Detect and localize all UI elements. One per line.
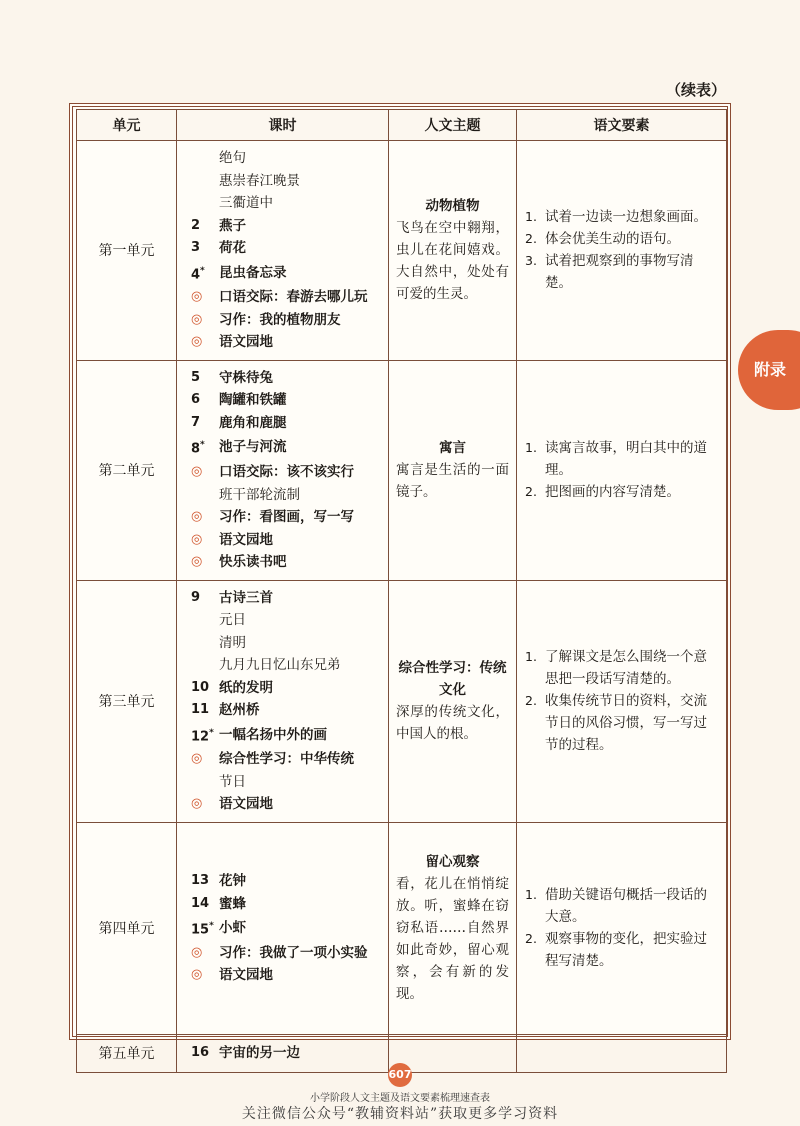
lesson-item: [187, 677, 382, 700]
lesson-title: 陶罐和铁罐: [219, 392, 287, 409]
theme-text: 飞鸟在空中翱翔，虫儿在花间嬉戏。大自然中，处处有可爱的生灵。: [396, 220, 509, 303]
lesson-title: 花钟: [219, 873, 246, 890]
lesson-list: [177, 822, 389, 1034]
lesson-list: [177, 580, 389, 822]
unit-name: 第一单元: [77, 141, 177, 361]
header-theme: 人文主题: [389, 110, 517, 141]
lesson-title: 池子与河流: [219, 439, 287, 456]
element-number: 2.: [525, 484, 537, 500]
element-text: 观察事物的变化，把实验过程写清楚。: [545, 931, 707, 970]
header-unit: 单元: [77, 110, 177, 141]
theme-text: 寓言是生活的一面镜子。: [396, 462, 509, 501]
theme-cell: [389, 580, 517, 822]
lesson-title: 习作：我做了一项小实验: [219, 944, 368, 961]
elements-cell: [517, 822, 727, 1034]
lesson-item: [187, 551, 382, 574]
lesson-title: 绝句: [219, 150, 246, 166]
bullet-circle-icon: ◎: [191, 554, 203, 570]
lesson-item: [187, 632, 382, 655]
elements-cell: [517, 360, 727, 580]
lesson-item: [187, 286, 382, 309]
bullet-circle-icon: ◎: [191, 531, 203, 547]
lesson-item: [187, 147, 382, 170]
lesson-title: 蜜蜂: [219, 895, 246, 912]
element-item: [525, 437, 718, 481]
header-row: [77, 110, 727, 141]
lesson-number-text: 13: [191, 873, 210, 889]
lesson-item: [187, 237, 382, 260]
element-number: 1.: [525, 440, 537, 456]
element-text: 了解课文是怎么围绕一个意思把一段话写清楚的。: [545, 649, 707, 688]
element-item: [525, 481, 718, 503]
bullet-circle-icon: ◎: [191, 967, 203, 983]
element-number: 2.: [525, 231, 537, 247]
lesson-item: [187, 893, 382, 916]
lesson-item: [187, 170, 382, 193]
lesson-number: [187, 237, 219, 260]
lesson-title: 宇宙的另一边: [219, 1045, 300, 1062]
lesson-item: [187, 309, 382, 332]
lesson-number: [187, 915, 219, 942]
curriculum-table: [76, 109, 727, 1073]
continued-label: （续表）: [665, 81, 726, 99]
lesson-item: [187, 722, 382, 749]
page-number: 607: [388, 1063, 412, 1087]
lesson-number-text: 5: [191, 369, 201, 385]
lesson-title: 小虾: [219, 920, 246, 937]
lesson-title: 语文园地: [219, 796, 273, 813]
element-item: [525, 646, 718, 690]
lesson-number-text: 6: [191, 392, 201, 408]
lesson-title: 语文园地: [219, 531, 273, 548]
lesson-title: 习作：我的植物朋友: [219, 311, 341, 328]
bullet-circle-icon: ◎: [191, 289, 203, 305]
element-text: 借助关键语句概括一段话的大意。: [545, 887, 707, 926]
lesson-item: [187, 215, 382, 238]
header-elements: 语文要素: [517, 110, 727, 141]
unit-row: [77, 580, 727, 822]
lesson-number-text: 9: [191, 589, 201, 605]
lesson-number-text: 7: [191, 414, 201, 430]
optional-star: *: [200, 265, 205, 276]
lesson-number-text: 11: [191, 702, 210, 718]
lesson-number-text: 15: [191, 922, 210, 938]
lesson-item: [187, 654, 382, 677]
lesson-item: [187, 412, 382, 435]
lesson-item: [187, 506, 382, 529]
lesson-title: 昆虫备忘录: [219, 264, 287, 281]
element-item: [525, 206, 718, 228]
unit-name: 第二单元: [77, 360, 177, 580]
unit-name: 第四单元: [77, 822, 177, 1034]
optional-star: *: [209, 921, 214, 932]
lesson-number: [187, 434, 219, 461]
lesson-title: 守株待兔: [219, 369, 273, 386]
lesson-item: [187, 260, 382, 287]
unit-name: 第三单元: [77, 580, 177, 822]
lesson-number: [187, 367, 219, 390]
lesson-item: [187, 587, 382, 610]
lesson-list: [177, 1034, 389, 1072]
lesson-item: [187, 793, 382, 816]
lesson-title: 一幅名扬中外的画: [219, 726, 327, 743]
element-text: 试着把观察到的事物写清楚。: [545, 253, 694, 292]
lesson-title: 口语交际：春游去哪儿玩: [219, 289, 368, 306]
unit-row: [77, 822, 727, 1034]
lesson-title: 惠崇春江晚景: [219, 172, 300, 189]
lesson-title: 班干部轮流制: [219, 486, 300, 503]
lesson-number: [187, 389, 219, 412]
unit-name: 第五单元: [77, 1034, 177, 1072]
lesson-number-text: 12: [191, 728, 210, 744]
bullet-circle-icon: ◎: [191, 509, 203, 525]
lesson-title: 语文园地: [219, 967, 273, 984]
lesson-title: 九月九日忆山东兄弟: [219, 657, 341, 674]
element-item: [525, 250, 718, 294]
lesson-item: [187, 367, 382, 390]
theme-cell: [389, 141, 517, 361]
lesson-number-text: 4: [191, 266, 201, 282]
bullet-circle-icon: ◎: [191, 944, 203, 960]
lesson-number-text: 14: [191, 895, 210, 911]
lesson-number: [187, 412, 219, 435]
lesson-number: [187, 699, 219, 722]
lesson-item: [187, 529, 382, 552]
element-number: 2.: [525, 693, 537, 709]
lesson-item: [187, 748, 382, 771]
element-text: 把图画的内容写清楚。: [545, 484, 680, 501]
element-text: 收集传统节日的资料，交流节日的风俗习惯，写一写过节的过程。: [545, 693, 707, 754]
bullet-circle-icon: ◎: [191, 464, 203, 480]
lesson-number: [187, 215, 219, 238]
theme-title: 留心观察: [425, 854, 480, 871]
lesson-item: [187, 915, 382, 942]
elements-cell: [517, 580, 727, 822]
lesson-title: 语文园地: [219, 334, 273, 351]
element-number: 1.: [525, 649, 537, 665]
lesson-title: 元日: [219, 612, 246, 629]
lesson-title: 三衢道中: [219, 195, 273, 211]
bullet-circle-icon: ◎: [191, 311, 203, 327]
lesson-list: [177, 360, 389, 580]
element-text: 读寓言故事，明白其中的道理。: [545, 440, 707, 479]
element-number: 3.: [525, 253, 537, 269]
unit-row: [77, 141, 727, 361]
lesson-item: [187, 942, 382, 965]
lesson-number-text: 8: [191, 441, 201, 457]
element-item: [525, 884, 718, 928]
unit-row: [77, 360, 727, 580]
theme-title: 寓言: [439, 440, 466, 457]
lesson-number-text: 2: [191, 217, 201, 233]
theme-title: 综合性学习：传统文化: [398, 660, 507, 699]
element-item: [525, 690, 718, 756]
header-lessons: 课时: [177, 110, 389, 141]
theme-cell: [389, 360, 517, 580]
lesson-number: [187, 587, 219, 610]
lesson-title: 古诗三首: [219, 589, 273, 606]
lesson-number: [187, 1042, 219, 1065]
elements-cell: [517, 1034, 727, 1072]
element-number: 1.: [525, 887, 537, 903]
lesson-title: 节日: [219, 773, 246, 790]
optional-star: *: [209, 727, 214, 738]
lesson-title: 鹿角和鹿腿: [219, 414, 287, 431]
lesson-number-text: 3: [191, 240, 201, 255]
lesson-item: [187, 192, 382, 215]
bullet-circle-icon: ◎: [191, 334, 203, 350]
bullet-circle-icon: ◎: [191, 796, 203, 812]
lesson-item: [187, 461, 382, 484]
lesson-item: [187, 964, 382, 987]
lesson-title: 燕子: [219, 217, 246, 234]
theme-text: 看，花儿在悄悄绽放。听，蜜蜂在窃窃私语……自然界如此奇妙，留心观察，会有新的发现。: [396, 876, 509, 1003]
theme-text: 深厚的传统文化，中国人的根。: [396, 704, 509, 743]
lesson-number-text: 16: [191, 1045, 210, 1061]
lesson-number: [187, 260, 219, 287]
element-text: 试着一边读一边想象画面。: [545, 209, 707, 226]
lesson-number: [187, 677, 219, 700]
lesson-title: 赵州桥: [219, 702, 260, 719]
lesson-item: [187, 699, 382, 722]
lesson-item: [187, 484, 382, 507]
lesson-item: [187, 609, 382, 632]
lesson-item: [187, 1042, 382, 1065]
lesson-title: 习作：看图画，写一写: [219, 509, 354, 526]
bullet-circle-icon: ◎: [191, 751, 203, 767]
lesson-title: 综合性学习：中华传统: [219, 751, 354, 768]
element-text: 体会优美生动的语句。: [545, 231, 680, 248]
lesson-number: [187, 893, 219, 916]
lesson-item: [187, 771, 382, 794]
theme-cell: [389, 822, 517, 1034]
lesson-item: [187, 389, 382, 412]
element-number: 2.: [525, 931, 537, 947]
lesson-title: 荷花: [219, 240, 246, 256]
optional-star: *: [200, 440, 205, 451]
lesson-item: [187, 870, 382, 893]
footer-title: 小学阶段人文主题及语文要素梳理速查表: [310, 1093, 490, 1104]
lesson-title: 纸的发明: [219, 679, 273, 696]
element-item: [525, 228, 718, 250]
element-number: 1.: [525, 209, 537, 225]
lesson-item: [187, 331, 382, 354]
elements-cell: [517, 141, 727, 361]
lesson-number: [187, 870, 219, 893]
lesson-item: [187, 434, 382, 461]
lesson-title: 快乐读书吧: [219, 554, 287, 571]
watermark-text: 关注微信公众号“教辅资料站”获取更多学习资料: [241, 1106, 559, 1122]
lesson-number-text: 10: [191, 679, 210, 695]
lesson-list: [177, 141, 389, 361]
lesson-number: [187, 722, 219, 749]
appendix-tab[interactable]: 附录: [738, 330, 800, 410]
lesson-title: 口语交际：该不该实行: [219, 464, 354, 481]
theme-title: 动物植物: [425, 198, 480, 215]
lesson-title: 清明: [219, 634, 246, 651]
element-item: [525, 928, 718, 972]
